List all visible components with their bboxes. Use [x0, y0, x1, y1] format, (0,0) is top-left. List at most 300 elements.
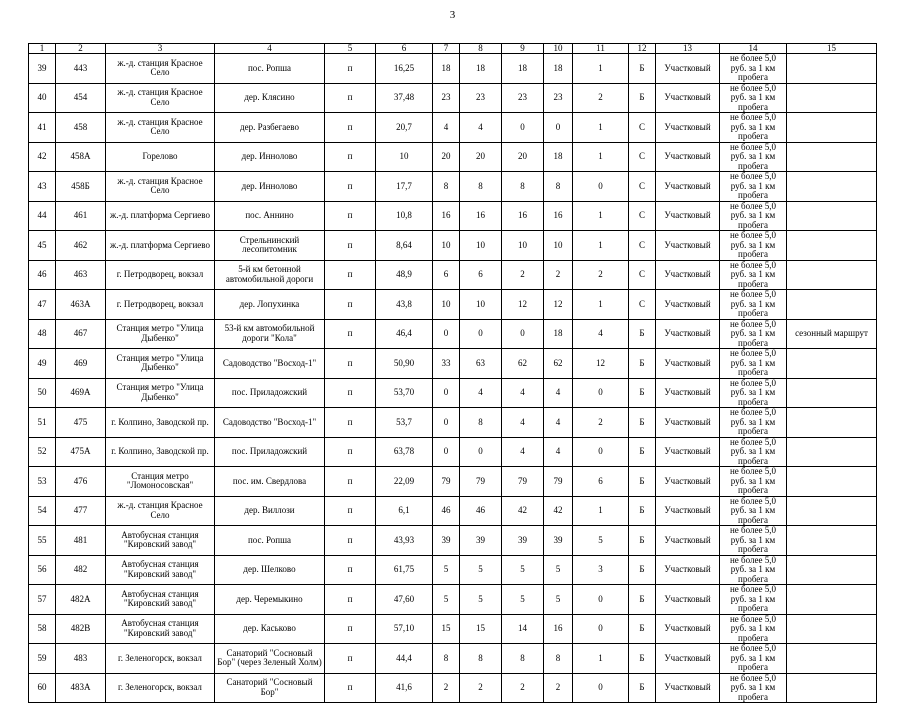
count-col-8-cell: 39: [460, 526, 502, 556]
row-number-cell: 41: [29, 113, 56, 143]
route-type-cell: Участковый: [656, 526, 720, 556]
route-number-cell: 475А: [56, 437, 106, 467]
count-col-8-cell: 23: [460, 83, 502, 113]
tariff-cell: не более 5,0 руб. за 1 км пробега: [720, 290, 787, 320]
table-row: [29, 319, 877, 349]
transport-mode-cell: п: [325, 113, 376, 143]
note-cell: [787, 644, 877, 674]
tariff-cell: не более 5,0 руб. за 1 км пробега: [720, 378, 787, 408]
row-number-cell: 49: [29, 349, 56, 379]
route-type-cell: Участковый: [656, 555, 720, 585]
row-number-cell: 39: [29, 54, 56, 84]
route-number-cell: 443: [56, 54, 106, 84]
column-header-9: 9: [502, 44, 544, 54]
count-col-11-cell: 0: [573, 585, 629, 615]
column-header-3: 3: [106, 44, 215, 54]
route-type-cell: Участковый: [656, 113, 720, 143]
tariff-cell: не более 5,0 руб. за 1 км пробега: [720, 614, 787, 644]
row-number-cell: 43: [29, 172, 56, 202]
route-end-cell: Садоводство "Восход-1": [215, 408, 325, 438]
vehicle-class-cell: Б: [629, 496, 656, 526]
column-header-11: 11: [573, 44, 629, 54]
count-col-7-cell: 10: [433, 290, 460, 320]
count-col-11-cell: 0: [573, 437, 629, 467]
count-col-10-cell: 2: [544, 673, 573, 703]
count-col-11-cell: 1: [573, 644, 629, 674]
count-col-7-cell: 10: [433, 231, 460, 261]
count-col-8-cell: 0: [460, 437, 502, 467]
column-header-10: 10: [544, 44, 573, 54]
column-header-7: 7: [433, 44, 460, 54]
count-col-7-cell: 15: [433, 614, 460, 644]
count-col-8-cell: 8: [460, 172, 502, 202]
route-number-cell: 482: [56, 555, 106, 585]
count-col-7-cell: 0: [433, 408, 460, 438]
count-col-11-cell: 0: [573, 614, 629, 644]
count-col-8-cell: 5: [460, 555, 502, 585]
route-number-cell: 482В: [56, 614, 106, 644]
route-end-cell: дер. Лопухинка: [215, 290, 325, 320]
tariff-cell: не более 5,0 руб. за 1 км пробега: [720, 319, 787, 349]
vehicle-class-cell: Б: [629, 644, 656, 674]
route-type-cell: Участковый: [656, 467, 720, 497]
note-cell: [787, 201, 877, 231]
tariff-cell: не более 5,0 руб. за 1 км пробега: [720, 673, 787, 703]
vehicle-class-cell: Б: [629, 408, 656, 438]
route-length-cell: 6,1: [376, 496, 433, 526]
route-length-cell: 10: [376, 142, 433, 172]
route-end-cell: пос. Ропша: [215, 526, 325, 556]
tariff-cell: не более 5,0 руб. за 1 км пробега: [720, 54, 787, 84]
count-col-10-cell: 5: [544, 585, 573, 615]
note-cell: [787, 260, 877, 290]
transport-mode-cell: п: [325, 614, 376, 644]
route-length-cell: 50,90: [376, 349, 433, 379]
route-start-cell: ж.-д. станция Красное Село: [106, 83, 215, 113]
count-col-10-cell: 18: [544, 142, 573, 172]
route-number-cell: 463: [56, 260, 106, 290]
route-start-cell: Станция метро "Улица Дыбенко": [106, 378, 215, 408]
count-col-8-cell: 15: [460, 614, 502, 644]
note-cell: [787, 54, 877, 84]
tariff-cell: не более 5,0 руб. за 1 км пробега: [720, 113, 787, 143]
row-number-cell: 47: [29, 290, 56, 320]
transport-mode-cell: п: [325, 673, 376, 703]
tariff-cell: не более 5,0 руб. за 1 км пробега: [720, 585, 787, 615]
count-col-8-cell: 2: [460, 673, 502, 703]
route-number-cell: 461: [56, 201, 106, 231]
transport-mode-cell: п: [325, 260, 376, 290]
count-col-7-cell: 2: [433, 673, 460, 703]
count-col-11-cell: 6: [573, 467, 629, 497]
route-start-cell: ж.-д. станция Красное Село: [106, 172, 215, 202]
count-col-11-cell: 2: [573, 260, 629, 290]
count-col-10-cell: 23: [544, 83, 573, 113]
count-col-9-cell: 18: [502, 54, 544, 84]
note-cell: [787, 349, 877, 379]
count-col-10-cell: 18: [544, 319, 573, 349]
route-start-cell: Станция метро "Улица Дыбенко": [106, 319, 215, 349]
count-col-11-cell: 3: [573, 555, 629, 585]
note-cell: [787, 496, 877, 526]
count-col-7-cell: 5: [433, 585, 460, 615]
vehicle-class-cell: Б: [629, 526, 656, 556]
route-length-cell: 48,9: [376, 260, 433, 290]
note-cell: [787, 113, 877, 143]
route-end-cell: дер. Виллози: [215, 496, 325, 526]
count-col-9-cell: 2: [502, 673, 544, 703]
route-number-cell: 481: [56, 526, 106, 556]
row-number-cell: 60: [29, 673, 56, 703]
route-length-cell: 47,60: [376, 585, 433, 615]
route-length-cell: 53,7: [376, 408, 433, 438]
note-cell: [787, 585, 877, 615]
tariff-cell: не более 5,0 руб. за 1 км пробега: [720, 644, 787, 674]
count-col-10-cell: 0: [544, 113, 573, 143]
route-number-cell: 482А: [56, 585, 106, 615]
count-col-7-cell: 39: [433, 526, 460, 556]
count-col-10-cell: 4: [544, 408, 573, 438]
route-start-cell: Автобусная станция "Кировский завод": [106, 614, 215, 644]
row-number-cell: 55: [29, 526, 56, 556]
vehicle-class-cell: С: [629, 172, 656, 202]
table-row: [29, 437, 877, 467]
note-cell: сезонный маршрут: [787, 319, 877, 349]
route-end-cell: 5-й км бетонной автомобильной дороги: [215, 260, 325, 290]
note-cell: [787, 408, 877, 438]
route-length-cell: 16,25: [376, 54, 433, 84]
count-col-8-cell: 0: [460, 319, 502, 349]
count-col-7-cell: 20: [433, 142, 460, 172]
table-row: [29, 673, 877, 703]
count-col-10-cell: 18: [544, 54, 573, 84]
table-row: [29, 467, 877, 497]
transport-mode-cell: п: [325, 201, 376, 231]
route-start-cell: ж.-д. платформа Сергиево: [106, 231, 215, 261]
route-length-cell: 8,64: [376, 231, 433, 261]
row-number-cell: 48: [29, 319, 56, 349]
count-col-9-cell: 8: [502, 644, 544, 674]
count-col-9-cell: 4: [502, 408, 544, 438]
route-length-cell: 57,10: [376, 614, 433, 644]
route-type-cell: Участковый: [656, 673, 720, 703]
route-end-cell: Санаторий "Сосновый Бор": [215, 673, 325, 703]
route-start-cell: Автобусная станция "Кировский завод": [106, 526, 215, 556]
route-start-cell: ж.-д. платформа Сергиево: [106, 201, 215, 231]
vehicle-class-cell: Б: [629, 585, 656, 615]
route-start-cell: Горелово: [106, 142, 215, 172]
note-cell: [787, 142, 877, 172]
count-col-9-cell: 0: [502, 319, 544, 349]
count-col-7-cell: 33: [433, 349, 460, 379]
count-col-7-cell: 0: [433, 319, 460, 349]
table-row: [29, 231, 877, 261]
note-cell: [787, 172, 877, 202]
vehicle-class-cell: С: [629, 201, 656, 231]
count-col-9-cell: 2: [502, 260, 544, 290]
vehicle-class-cell: Б: [629, 319, 656, 349]
count-col-9-cell: 14: [502, 614, 544, 644]
count-col-7-cell: 16: [433, 201, 460, 231]
note-cell: [787, 83, 877, 113]
count-col-11-cell: 1: [573, 290, 629, 320]
vehicle-class-cell: Б: [629, 349, 656, 379]
count-col-9-cell: 0: [502, 113, 544, 143]
row-number-cell: 54: [29, 496, 56, 526]
count-col-11-cell: 1: [573, 113, 629, 143]
route-start-cell: ж.-д. станция Красное Село: [106, 54, 215, 84]
note-cell: [787, 231, 877, 261]
route-end-cell: пос. Приладожский: [215, 378, 325, 408]
count-col-7-cell: 0: [433, 378, 460, 408]
vehicle-class-cell: Б: [629, 378, 656, 408]
count-col-8-cell: 8: [460, 644, 502, 674]
vehicle-class-cell: С: [629, 113, 656, 143]
table-row: [29, 142, 877, 172]
count-col-11-cell: 12: [573, 349, 629, 379]
count-col-8-cell: 10: [460, 290, 502, 320]
count-col-10-cell: 39: [544, 526, 573, 556]
transport-mode-cell: п: [325, 172, 376, 202]
count-col-7-cell: 18: [433, 54, 460, 84]
count-col-7-cell: 6: [433, 260, 460, 290]
tariff-cell: не более 5,0 руб. за 1 км пробега: [720, 437, 787, 467]
transport-mode-cell: п: [325, 496, 376, 526]
route-type-cell: Участковый: [656, 614, 720, 644]
note-cell: [787, 378, 877, 408]
routes-table: [28, 43, 877, 703]
route-type-cell: Участковый: [656, 437, 720, 467]
route-number-cell: 458Б: [56, 172, 106, 202]
count-col-9-cell: 79: [502, 467, 544, 497]
count-col-10-cell: 8: [544, 172, 573, 202]
table-row: [29, 644, 877, 674]
count-col-11-cell: 1: [573, 496, 629, 526]
count-col-8-cell: 6: [460, 260, 502, 290]
count-col-10-cell: 4: [544, 437, 573, 467]
route-type-cell: Участковый: [656, 231, 720, 261]
table-body: [29, 54, 877, 703]
vehicle-class-cell: Б: [629, 614, 656, 644]
route-type-cell: Участковый: [656, 201, 720, 231]
count-col-10-cell: 16: [544, 201, 573, 231]
count-col-8-cell: 46: [460, 496, 502, 526]
route-length-cell: 63,78: [376, 437, 433, 467]
route-end-cell: дер. Иннолово: [215, 142, 325, 172]
table-row: [29, 496, 877, 526]
count-col-9-cell: 23: [502, 83, 544, 113]
row-number-cell: 56: [29, 555, 56, 585]
count-col-9-cell: 12: [502, 290, 544, 320]
row-number-cell: 58: [29, 614, 56, 644]
note-cell: [787, 555, 877, 585]
column-header-8: 8: [460, 44, 502, 54]
count-col-7-cell: 79: [433, 467, 460, 497]
route-length-cell: 53,70: [376, 378, 433, 408]
note-cell: [787, 467, 877, 497]
row-number-cell: 42: [29, 142, 56, 172]
count-col-9-cell: 62: [502, 349, 544, 379]
transport-mode-cell: п: [325, 378, 376, 408]
row-number-cell: 57: [29, 585, 56, 615]
count-col-10-cell: 16: [544, 614, 573, 644]
count-col-9-cell: 4: [502, 437, 544, 467]
vehicle-class-cell: С: [629, 290, 656, 320]
route-type-cell: Участковый: [656, 260, 720, 290]
route-end-cell: пос. Аннино: [215, 201, 325, 231]
count-col-10-cell: 42: [544, 496, 573, 526]
route-length-cell: 46,4: [376, 319, 433, 349]
count-col-11-cell: 1: [573, 54, 629, 84]
tariff-cell: не более 5,0 руб. за 1 км пробега: [720, 467, 787, 497]
table-row: [29, 172, 877, 202]
count-col-7-cell: 46: [433, 496, 460, 526]
count-col-10-cell: 62: [544, 349, 573, 379]
vehicle-class-cell: С: [629, 260, 656, 290]
route-length-cell: 43,8: [376, 290, 433, 320]
route-type-cell: Участковый: [656, 172, 720, 202]
count-col-11-cell: 5: [573, 526, 629, 556]
table-row: [29, 555, 877, 585]
route-end-cell: Садоводство "Восход-1": [215, 349, 325, 379]
route-end-cell: дер. Шелково: [215, 555, 325, 585]
route-type-cell: Участковый: [656, 142, 720, 172]
table-row: [29, 378, 877, 408]
note-cell: [787, 673, 877, 703]
table-row: [29, 526, 877, 556]
column-header-1: 1: [29, 44, 56, 54]
tariff-cell: не более 5,0 руб. за 1 км пробега: [720, 526, 787, 556]
transport-mode-cell: п: [325, 408, 376, 438]
count-col-10-cell: 4: [544, 378, 573, 408]
transport-mode-cell: п: [325, 644, 376, 674]
vehicle-class-cell: С: [629, 142, 656, 172]
count-col-10-cell: 8: [544, 644, 573, 674]
count-col-8-cell: 4: [460, 113, 502, 143]
count-col-10-cell: 12: [544, 290, 573, 320]
count-col-9-cell: 5: [502, 555, 544, 585]
route-number-cell: 469А: [56, 378, 106, 408]
tariff-cell: не более 5,0 руб. за 1 км пробега: [720, 496, 787, 526]
column-header-15: 15: [787, 44, 877, 54]
row-number-cell: 59: [29, 644, 56, 674]
note-cell: [787, 290, 877, 320]
count-col-11-cell: 0: [573, 172, 629, 202]
count-col-11-cell: 2: [573, 408, 629, 438]
count-col-7-cell: 0: [433, 437, 460, 467]
count-col-10-cell: 10: [544, 231, 573, 261]
tariff-cell: не более 5,0 руб. за 1 км пробега: [720, 201, 787, 231]
count-col-7-cell: 8: [433, 172, 460, 202]
transport-mode-cell: п: [325, 526, 376, 556]
route-start-cell: Станция метро "Улица Дыбенко": [106, 349, 215, 379]
tariff-cell: не более 5,0 руб. за 1 км пробега: [720, 555, 787, 585]
table-row: [29, 408, 877, 438]
route-number-cell: 469: [56, 349, 106, 379]
route-type-cell: Участковый: [656, 349, 720, 379]
vehicle-class-cell: Б: [629, 673, 656, 703]
count-col-8-cell: 16: [460, 201, 502, 231]
count-col-9-cell: 42: [502, 496, 544, 526]
count-col-8-cell: 5: [460, 585, 502, 615]
page-number: 3: [449, 9, 456, 21]
vehicle-class-cell: Б: [629, 437, 656, 467]
table-row: [29, 290, 877, 320]
count-col-7-cell: 5: [433, 555, 460, 585]
count-col-11-cell: 1: [573, 201, 629, 231]
transport-mode-cell: п: [325, 437, 376, 467]
column-header-12: 12: [629, 44, 656, 54]
row-number-cell: 53: [29, 467, 56, 497]
transport-mode-cell: п: [325, 467, 376, 497]
route-number-cell: 483А: [56, 673, 106, 703]
count-col-9-cell: 16: [502, 201, 544, 231]
route-end-cell: пос. Ропша: [215, 54, 325, 84]
count-col-9-cell: 10: [502, 231, 544, 261]
count-col-8-cell: 63: [460, 349, 502, 379]
route-number-cell: 462: [56, 231, 106, 261]
table-row: [29, 201, 877, 231]
transport-mode-cell: п: [325, 555, 376, 585]
route-type-cell: Участковый: [656, 408, 720, 438]
route-length-cell: 44,4: [376, 644, 433, 674]
route-number-cell: 477: [56, 496, 106, 526]
route-type-cell: Участковый: [656, 54, 720, 84]
route-end-cell: Санаторий "Сосновый Бор" (через Зеленый Холм): [215, 644, 325, 674]
row-number-cell: 44: [29, 201, 56, 231]
route-type-cell: Участковый: [656, 83, 720, 113]
count-col-8-cell: 10: [460, 231, 502, 261]
transport-mode-cell: п: [325, 83, 376, 113]
route-end-cell: дер. Каськово: [215, 614, 325, 644]
route-number-cell: 467: [56, 319, 106, 349]
route-type-cell: Участковый: [656, 290, 720, 320]
route-type-cell: Участковый: [656, 496, 720, 526]
count-col-11-cell: 1: [573, 142, 629, 172]
route-type-cell: Участковый: [656, 585, 720, 615]
route-end-cell: дер. Иннолово: [215, 172, 325, 202]
route-end-cell: дер. Разбегаево: [215, 113, 325, 143]
row-number-cell: 50: [29, 378, 56, 408]
route-end-cell: дер. Клясино: [215, 83, 325, 113]
count-col-7-cell: 23: [433, 83, 460, 113]
table-row: [29, 260, 877, 290]
table-row: [29, 83, 877, 113]
route-start-cell: ж.-д. станция Красное Село: [106, 113, 215, 143]
count-col-7-cell: 4: [433, 113, 460, 143]
route-number-cell: 476: [56, 467, 106, 497]
route-length-cell: 41,6: [376, 673, 433, 703]
transport-mode-cell: п: [325, 231, 376, 261]
count-col-8-cell: 18: [460, 54, 502, 84]
column-number-row: [29, 44, 877, 54]
route-start-cell: Автобусная станция "Кировский завод": [106, 585, 215, 615]
count-col-11-cell: 1: [573, 231, 629, 261]
vehicle-class-cell: С: [629, 231, 656, 261]
count-col-8-cell: 79: [460, 467, 502, 497]
column-header-13: 13: [656, 44, 720, 54]
count-col-10-cell: 79: [544, 467, 573, 497]
transport-mode-cell: п: [325, 319, 376, 349]
tariff-cell: не более 5,0 руб. за 1 км пробега: [720, 408, 787, 438]
route-end-cell: Стрельнинский лесопитомник: [215, 231, 325, 261]
route-type-cell: Участковый: [656, 644, 720, 674]
transport-mode-cell: п: [325, 54, 376, 84]
row-number-cell: 46: [29, 260, 56, 290]
route-length-cell: 43,93: [376, 526, 433, 556]
count-col-8-cell: 20: [460, 142, 502, 172]
table-row: [29, 349, 877, 379]
